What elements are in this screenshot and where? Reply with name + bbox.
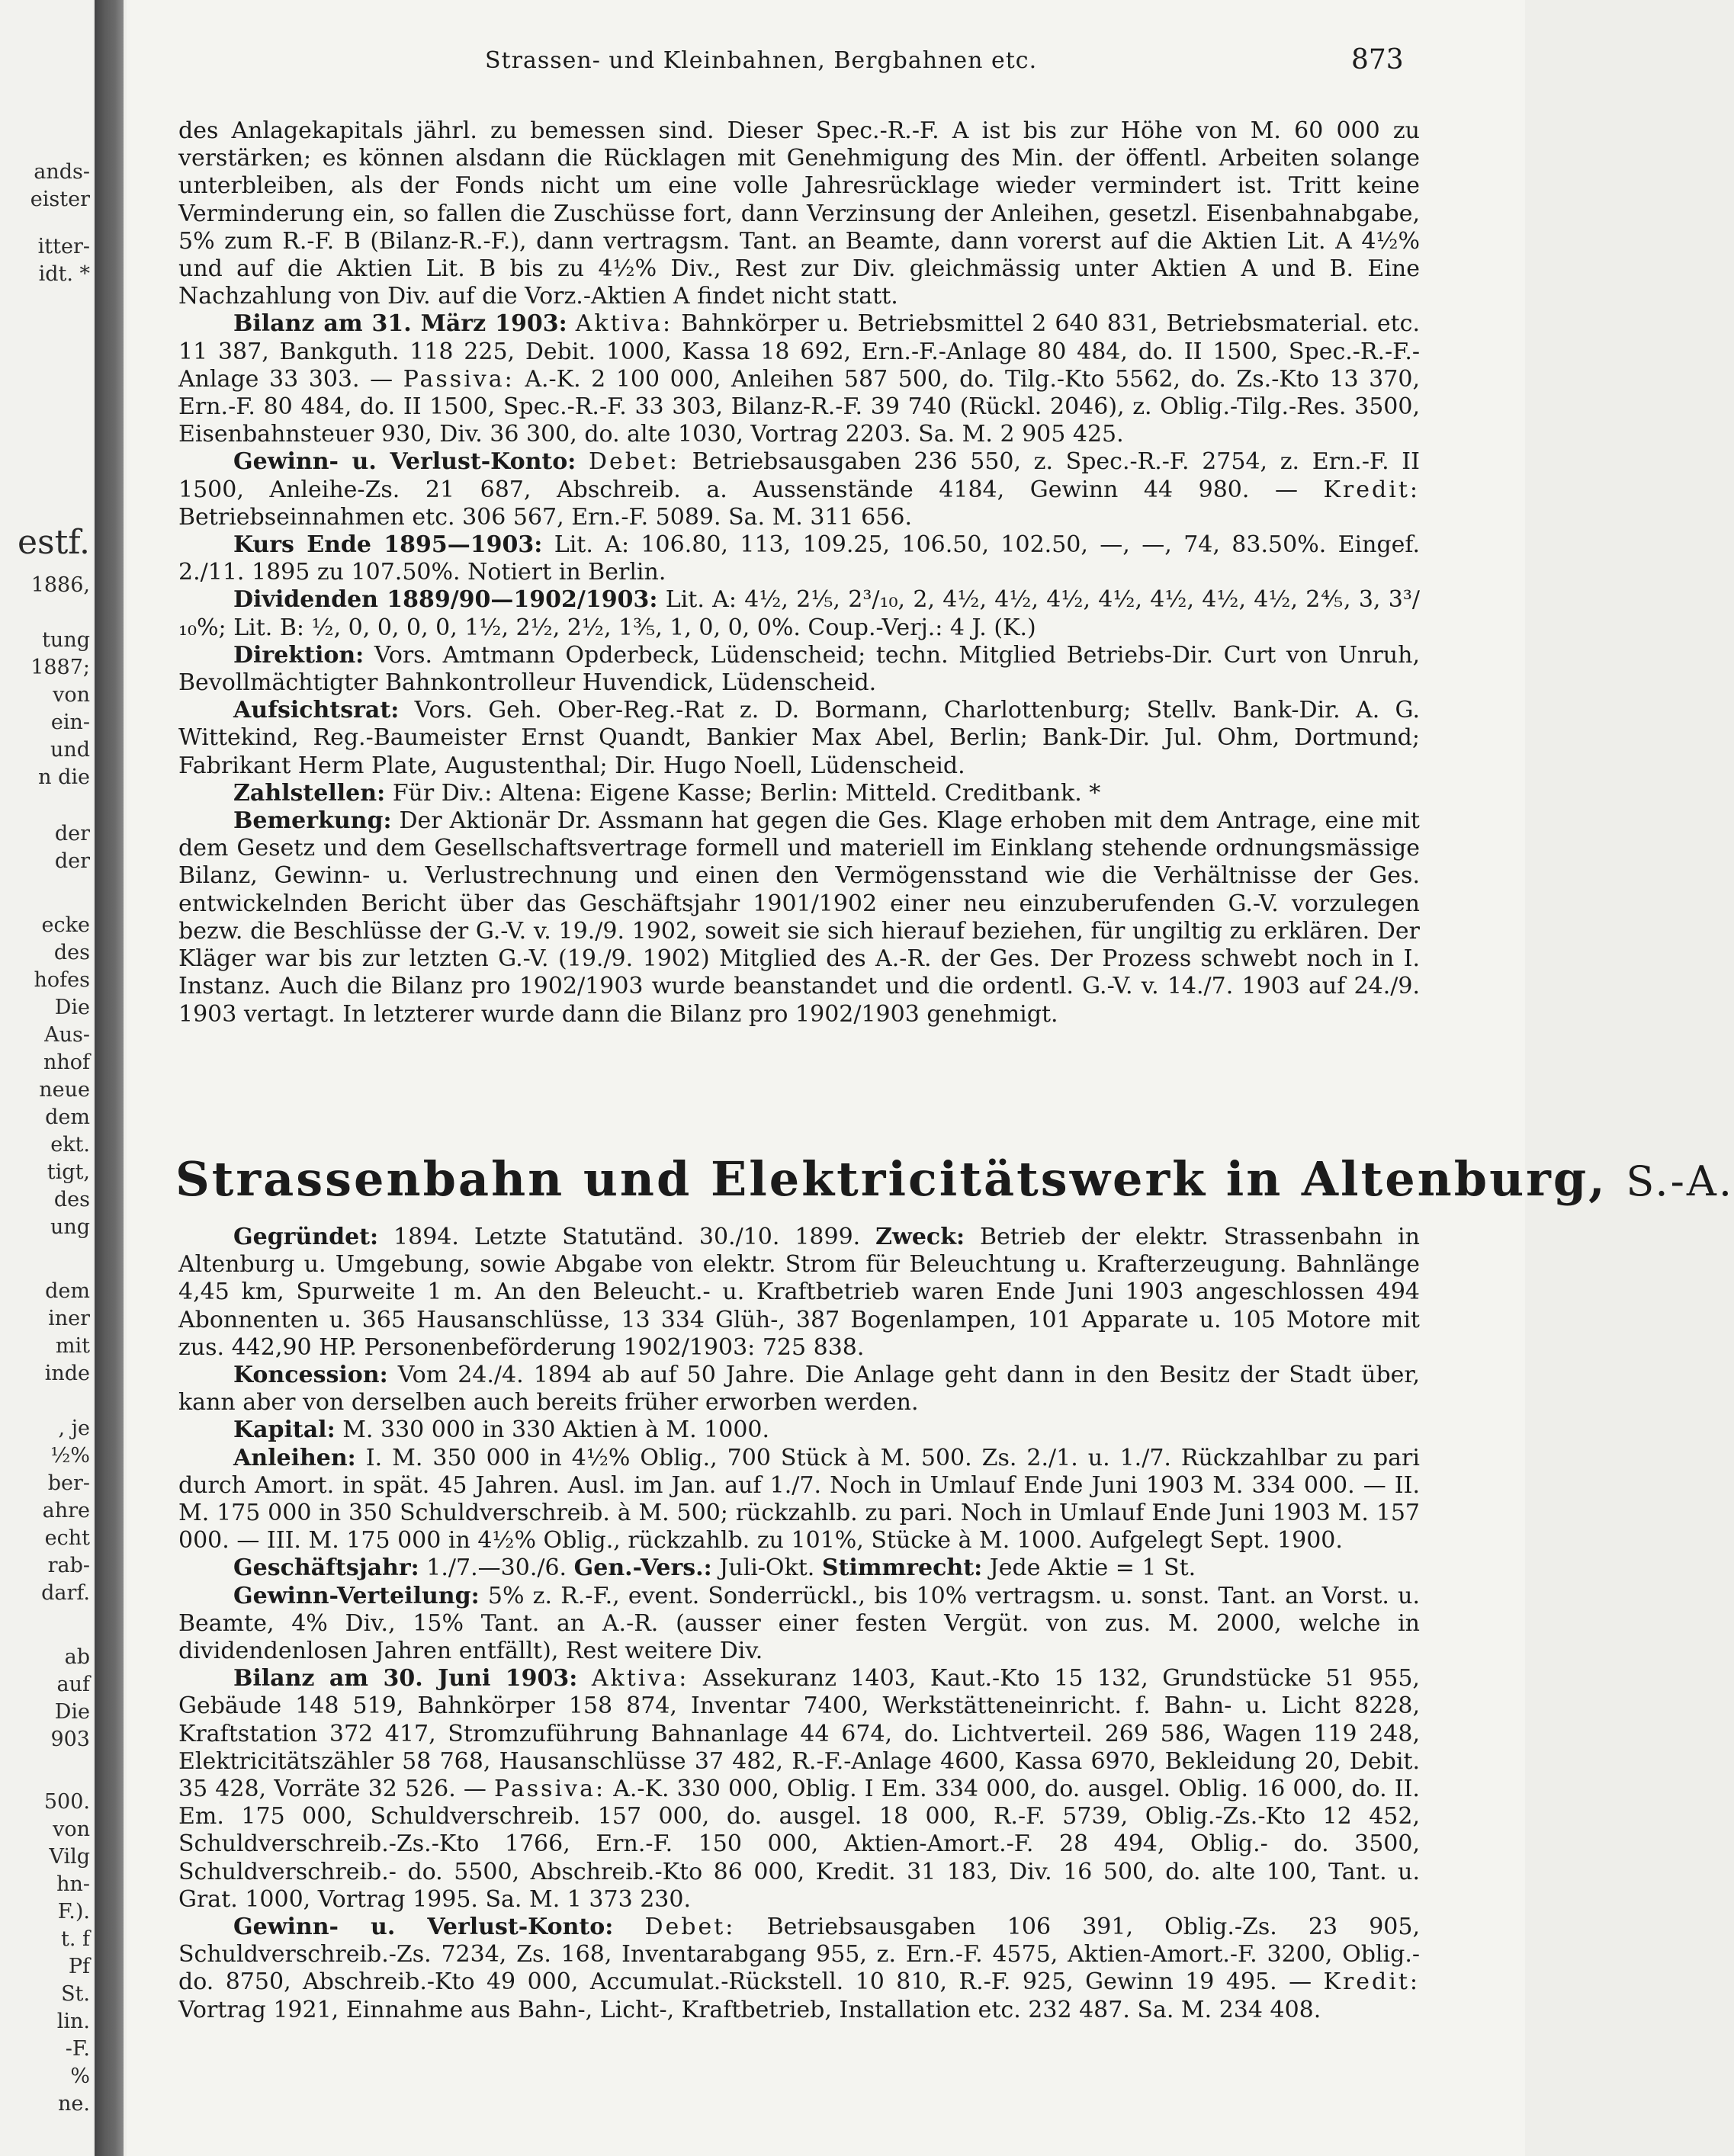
prev-page-fragment: 903 <box>50 1728 90 1751</box>
prev-page-fragment: rab- <box>47 1554 90 1577</box>
bilanz-label-2: Bilanz am 30. Juni 1903: <box>233 1665 578 1692</box>
anleihen-label: Anleihen: <box>233 1444 356 1471</box>
gegruendet-text: 1894. Letzte Statutänd. 30./10. 1899. <box>393 1224 861 1250</box>
kredit-label: Kredit: <box>1323 476 1420 503</box>
prev-page-fragment: inde <box>44 1362 90 1385</box>
prev-page-fragment: darf. <box>41 1581 90 1605</box>
prev-page-fragment: ahre <box>42 1499 90 1522</box>
company-title-text: Strassenbahn und Elektricitätswerk in Altenburg, <box>175 1151 1607 1207</box>
aufsichtsrat-text: Vors. Geh. Ober-Reg.-Rat z. D. Bormann, Charlottenburg; Stellv. Bank-Dir. A. G. Wittekind, Reg.-Baumeister Ernst Quandt, Bankier Max Abel, Berlin; Bank-Dir. Jul. Ohm, Dortmund; Fabrikant Herm Plate, Augustenthal; Dir. Hugo Noell, Lüdenscheid. <box>178 697 1420 779</box>
dividenden-text: Lit. A: 4½, 2⅕, 2³/₁₀, 2, 4½, 4½, 4½, 4½, 4½, 4½, 4½, 2⅘, 3, 3³/₁₀%; Lit. B: ½, 0, 0, 0, 0, 1½, 2½, 2½, 1⅗, 1, 0, 0, 0%. Coup.-Verj.: 4 J. (K.) <box>178 586 1420 641</box>
stimmrecht-text: Jede Aktie = 1 St. <box>989 1554 1196 1582</box>
prev-page-fragment: 1887; <box>31 656 90 679</box>
kapital-label: Kapital: <box>233 1416 336 1444</box>
guv-label-2: Gewinn- u. Verlust-Konto: <box>233 1914 614 1941</box>
prev-page-fragment: tigt, <box>47 1160 90 1184</box>
stimmrecht-label: Stimmrecht: <box>821 1554 983 1582</box>
prev-page-fragment: ber- <box>47 1471 90 1495</box>
prev-page-fragment: dem <box>45 1279 90 1303</box>
passiva-label-2: Passiva: <box>494 1776 606 1803</box>
bilanz-label: Bilanz am 31. März 1903: <box>233 310 567 338</box>
prev-page-fragment: estf. <box>17 523 90 562</box>
running-head: Strassen- und Kleinbahnen, Bergbahnen etc. <box>485 47 1038 74</box>
prev-page-fragment: St. <box>61 1982 90 2006</box>
prev-page-fragment: 500. <box>43 1790 90 1814</box>
prev-page-fragment: und <box>50 738 90 762</box>
aktiva-label-2: Aktiva: <box>591 1665 689 1692</box>
zweck-text: Betrieb der elektr. Strassenbahn in Altenburg u. Umgebung, sowie Abgabe von elektr. Strom für Beleuchtung u. Krafterzeugung. Bahnlänge 4,45 km, Spurweite 1 m. An den Beleucht.- u. Kraftbetrieb waren Ende Juni 1903 angeschlossen 494 Abonnenten u. 365 Hausanschlüsse, 13 334 Glüh-, 387 Bogenlampen, 101 Apparate u. 105 Motore mit zus. 442,90 HP. Personenbeförderung 1902/1903: 725 838. <box>178 1224 1420 1361</box>
anleihen-paragraph <box>178 1445 1420 1555</box>
kurs-text: Lit. A: 106.80, 113, 109.25, 106.50, 102.50, —, —, 74, 83.50%. Eingef. 2./11. 1895 zu 107.50%. Notiert in Berlin. <box>178 531 1420 586</box>
prev-page-fragment: dem <box>45 1105 90 1129</box>
guv-debet: Betriebsausgaben 236 550, z. Spec.-R.-F. 2754, z. Ern.-F. II 1500, Anleihe-Zs. 21 687, Abschreib. a. Aussenstände 4184, Gewinn 44 980. — <box>178 448 1420 503</box>
previous-page-strip <box>0 0 93 2156</box>
prev-page-fragment: Pf <box>68 1955 90 1978</box>
prev-page-fragment: F.). <box>57 1900 90 1923</box>
prev-page-fragment: hn- <box>56 1872 90 1896</box>
bilanz-passiva: A.-K. 2 100 000, Anleihen 587 500, do. Tilg.-Kto 5562, do. Zs.-Kto 13 370, Ern.-F. 80 484, do. II 1500, Spec.-R.-F. 33 303, Bilanz-R.-F. 39 740 (Rückl. 2046), z. Oblig.-Tilg.-Res. 3500, Eisenbahnsteuer 930, Div. 36 300, do. alte 1030, Vortrag 2203. Sa. M. 2 905 425. <box>178 365 1420 448</box>
geschaeftsjahr-paragraph <box>178 1554 1420 1582</box>
prev-page-fragment: von <box>53 683 90 707</box>
guv-kredit: Betriebseinnahmen etc. 306 567, Ern.-F. 5089. Sa. M. 311 656. <box>178 503 912 531</box>
prev-page-fragment: , je <box>58 1416 90 1440</box>
prev-page-fragment: lin. <box>56 2010 90 2033</box>
guv-label: Gewinn- u. Verlust-Konto: <box>233 448 576 476</box>
debet-label-2: Debet: <box>644 1914 736 1941</box>
kapital-paragraph <box>178 1416 1420 1444</box>
prev-page-fragment: -F. <box>65 2037 90 2061</box>
prev-page-fragment: ein- <box>50 711 90 734</box>
kurs-paragraph <box>178 531 1420 586</box>
prev-page-fragment: itter- <box>37 235 90 258</box>
bemerkung-label: Bemerkung: <box>233 807 392 835</box>
page-gutter <box>95 0 124 2156</box>
prev-page-fragment: % <box>70 2065 90 2088</box>
prev-page-fragment: ab <box>64 1645 90 1669</box>
prev-page-fragment: ne. <box>58 2092 90 2116</box>
prev-page-fragment: des <box>53 941 90 964</box>
anleihen-text: I. M. 350 000 in 4½% Oblig., 700 Stück à M. 500. Zs. 2./1. u. 1./7. Rückzahlbar zu pari durch Amort. in spät. 45 Jahren. Ausl. im Jan. auf 1./7. Noch in Umlauf Ende Juni 1903 M. 334 000. — II. M. 175 000 in 350 Schuldverschreib. à M. 500; rückzahlb. zu pari. Noch in Umlauf Ende Juni 1903 M. 157 000. — III. M. 175 000 in 4½% Oblig., rückzahlb. zu 101%, Stücke à M. 1000. Aufgelegt Sept. 1900. <box>178 1444 1420 1554</box>
prev-page-fragment: ecke <box>41 913 90 937</box>
gewinn-verteilung-label: Gewinn-Verteilung: <box>233 1582 480 1609</box>
company-title <box>175 1151 1734 1207</box>
kurs-label: Kurs Ende 1895—1903: <box>233 531 543 559</box>
prev-page-fragment: ands- <box>34 160 90 184</box>
prev-page-fragment: ekt. <box>50 1133 90 1157</box>
gewinn-verteilung-paragraph <box>178 1583 1420 1666</box>
prev-page-fragment: nhof <box>43 1051 90 1074</box>
bilanz-paragraph-2 <box>178 1665 1420 1914</box>
prev-page-fragment: der <box>54 822 90 845</box>
page <box>127 0 1734 2156</box>
konzession-label: Koncession: <box>233 1362 388 1389</box>
prev-page-fragment: eister <box>30 188 90 211</box>
section-previous-company <box>178 117 1420 1028</box>
prev-page-fragment: der <box>54 849 90 873</box>
guv-debet-2: Betriebsausgaben 106 391, Oblig.-Zs. 23 905, Schuldverschreib.-Zs. 7234, Zs. 168, Inventarabgang 955, z. Ern.-F. 4575, Aktien-Amort.-F. 3200, Oblig.- do. 8750, Abschreib.-Kto 49 000, Accumulat.-Rückstell. 10 810, R.-F. 925, Gewinn 19 495. — <box>178 1914 1420 1996</box>
zweck-label: Zweck: <box>875 1224 965 1250</box>
gen-vers-text: Juli-Okt. <box>719 1554 815 1582</box>
bemerkung-text: Der Aktionär Dr. Assmann hat gegen die Ges. Klage erhoben mit dem Antrage, eine mit dem Gesetz und dem Gesellschaftsvertrage formell und materiell im Einklang stehende ordnungsmässige Bilanz, Gewinn- u. Verlustrechnung und einen den Vermögensstand wie die Verhältnisse der Ges. entwickelnden Bericht über das Geschäftsjahr 1901/1902 einer neu einzuberufenden G.-V. vorzulegen bezw. die Beschlüsse der G.-V. v. 19./9. 1902, soweit sie sich hierauf beziehen, für ungiltig zu erklären. Der Kläger war bis zur letzten G.-V. (19./9. 1902) Mitglied des A.-R. der Ges. Der Prozess schwebt noch in I. Instanz. Auch die Bilanz pro 1902/1903 wurde beanstandet und die ordentl. G.-V. v. 14./7. 1903 auf 24./9. 1903 vertagt. In letzterer wurde dann die Bilanz pro 1902/1903 genehmigt. <box>178 807 1420 1028</box>
prev-page-fragment: echt <box>44 1526 90 1550</box>
bilanz-aktiva-2: Assekuranz 1403, Kaut.-Kto 15 132, Grundstücke 51 955, Gebäude 148 519, Bahnkörper 158 874, Inventar 7400, Werkstätteneinricht. f. Bahn- u. Licht 8228, Kraftstation 372 417, Stromzuführung Bahnanlage 44 674, do. Lichtverteil. 269 586, Wagen 119 248, Elektricitätszähler 58 768, Hausanschlüsse 37 482, R.-F.-Anlage 4600, Kassa 6970, Bekleidung 20, Debit. 35 428, Vorräte 32 526. — <box>178 1665 1420 1803</box>
prev-page-fragment: n die <box>38 765 90 789</box>
gegruendet-label: Gegründet: <box>233 1224 379 1250</box>
konzession-paragraph <box>178 1362 1420 1416</box>
prev-page-fragment: tung <box>42 628 90 652</box>
prev-page-fragment: Vilg <box>49 1845 90 1869</box>
aufsichtsrat-label: Aufsichtsrat: <box>233 697 400 724</box>
prev-page-fragment: idt. * <box>38 262 90 286</box>
geschaeftsjahr-label: Geschäftsjahr: <box>233 1554 419 1582</box>
kredit-label-2: Kredit: <box>1323 1968 1420 1996</box>
gen-vers-label: Gen.-Vers.: <box>573 1554 712 1582</box>
page-number: 873 <box>1351 44 1404 75</box>
aktiva-label: Aktiva: <box>575 310 673 338</box>
zahlstellen-label: Zahlstellen: <box>233 779 386 807</box>
aufsichtsrat-paragraph <box>178 697 1420 780</box>
debet-label: Debet: <box>589 448 679 476</box>
articles-continuation: des Anlagekapitals jährl. zu bemessen sind. Dieser Spec.-R.-F. A ist bis zur Höhe von M. 60 000 zu verstärken; es können alsdann die Rücklagen mit Genehmigung des Min. der öffentl. Arbeiten solange unterbleiben, als der Fonds nicht um eine volle Jahresrücklage wieder vermindert ist. Tritt keine Verminderung ein, so fallen die Zuschüsse fort, dann Verzinsung der Anleihen, gesetzl. Eisenbahnabgabe, 5% zum R.-F. B (Bilanz-R.-F.), dann vertragsm. Tant. an Beamte, dann vorerst auf die Aktien Lit. A 4½% und auf die Aktien Lit. B bis zu 4½% Div., Rest zur Div. gleichmässig unter Aktien A und B. Eine Nachzahlung von Div. auf die Vorz.-Aktien A findet nicht statt. <box>178 117 1420 310</box>
section-altenburg <box>178 1224 1420 2024</box>
guv-kredit-2: Vortrag 1921, Einnahme aus Bahn-, Licht-, Kraftbetrieb, Installation etc. 232 487. Sa. M. 234 408. <box>178 1996 1321 2023</box>
prev-page-fragment: neue <box>39 1078 90 1102</box>
passiva-label: Passiva: <box>403 365 515 393</box>
prev-page-fragment: des <box>53 1188 90 1211</box>
company-title-suffix: S.-A. <box>1626 1157 1734 1205</box>
prev-page-fragment: auf <box>56 1673 90 1696</box>
konzession-text: Vom 24./4. 1894 ab auf 50 Jahre. Die Anlage geht dann in den Besitz der Stadt über, kann aber von derselben auch bereits früher erworben werden. <box>178 1362 1420 1416</box>
direktion-paragraph <box>178 642 1420 697</box>
prev-page-fragment: ung <box>50 1215 90 1239</box>
prev-page-fragment: t. f <box>60 1927 90 1951</box>
bilanz-aktiva: Bahnkörper u. Betriebsmittel 2 640 831, Betriebsmaterial. etc. 11 387, Bankguth. 118 225, Debit. 1000, Kassa 18 692, Ern.-F.-Anlage 80 484, do. II 1500, Spec.-R.-F.-Anlage 33 303. — <box>178 310 1420 393</box>
prev-page-fragment: von <box>53 1818 90 1841</box>
gewinn-verteilung-text: 5% z. R.-F., event. Sonderrückl., bis 10% vertragsm. u. sonst. Tant. an Vorst. u. Beamte, 4% Div., 15% Tant. an A.-R. (ausser einer festen Vergüt. von zus. M. 2000, welche in dividendenlosen Jahren entfällt), Rest weitere Div. <box>178 1582 1420 1665</box>
prev-page-fragment: Die <box>54 1700 90 1724</box>
prev-page-fragment: iner <box>48 1307 90 1330</box>
prev-page-fragment: mit <box>55 1334 90 1358</box>
dividenden-label: Dividenden 1889/90—1902/1903: <box>233 586 658 614</box>
zahlstellen-text: Für Div.: Altena: Eigene Kasse; Berlin: Mitteld. Creditbank. * <box>392 779 1101 807</box>
dividenden-paragraph <box>178 586 1420 641</box>
prev-page-fragment: hofes <box>34 968 90 992</box>
prev-page-fragment: Aus- <box>44 1023 90 1047</box>
bilanz-passiva-2: A.-K. 330 000, Oblig. I Em. 334 000, do. ausgel. Oblig. 16 000, do. II. Em. 175 000, Schuldverschreib. 157 000, do. ausgel. 18 000, R.-F. 5739, Oblig.-Zs.-Kto 12 452, Schuldverschreib.-Zs.-Kto 1766, Ern.-F. 150 000, Aktien-Amort.-F. 28 494, Oblig.- do. 3500, Schuldverschreib.- do. 5500, Abschreib.-Kto 86 000, Kredit. 31 183, Div. 16 500, do. alte 100, Tant. u. Grat. 1000, Vortrag 1995. Sa. M. 1 373 230. <box>178 1776 1420 1913</box>
direktion-text: Vors. Amtmann Opderbeck, Lüdenscheid; techn. Mitglied Betriebs-Dir. Curt von Unruh, Bevollmächtigter Bahnkontrolleur Huvendick, Lüdenscheid. <box>178 641 1420 697</box>
prev-page-fragment: ½% <box>50 1444 90 1468</box>
kapital-text: M. 330 000 in 330 Aktien à M. 1000. <box>342 1416 770 1444</box>
bemerkung-paragraph <box>178 807 1420 1028</box>
bilanz-paragraph <box>178 310 1420 448</box>
gegruendet-paragraph <box>178 1224 1420 1362</box>
direktion-label: Direktion: <box>233 641 364 669</box>
zahlstellen-paragraph <box>178 780 1420 807</box>
prev-page-fragment: 1886, <box>31 573 90 597</box>
geschaeftsjahr-text: 1./7.—30./6. <box>426 1554 567 1582</box>
guv-paragraph <box>178 448 1420 531</box>
guv-paragraph-2 <box>178 1914 1420 2024</box>
prev-page-fragment: Die <box>54 996 90 1019</box>
